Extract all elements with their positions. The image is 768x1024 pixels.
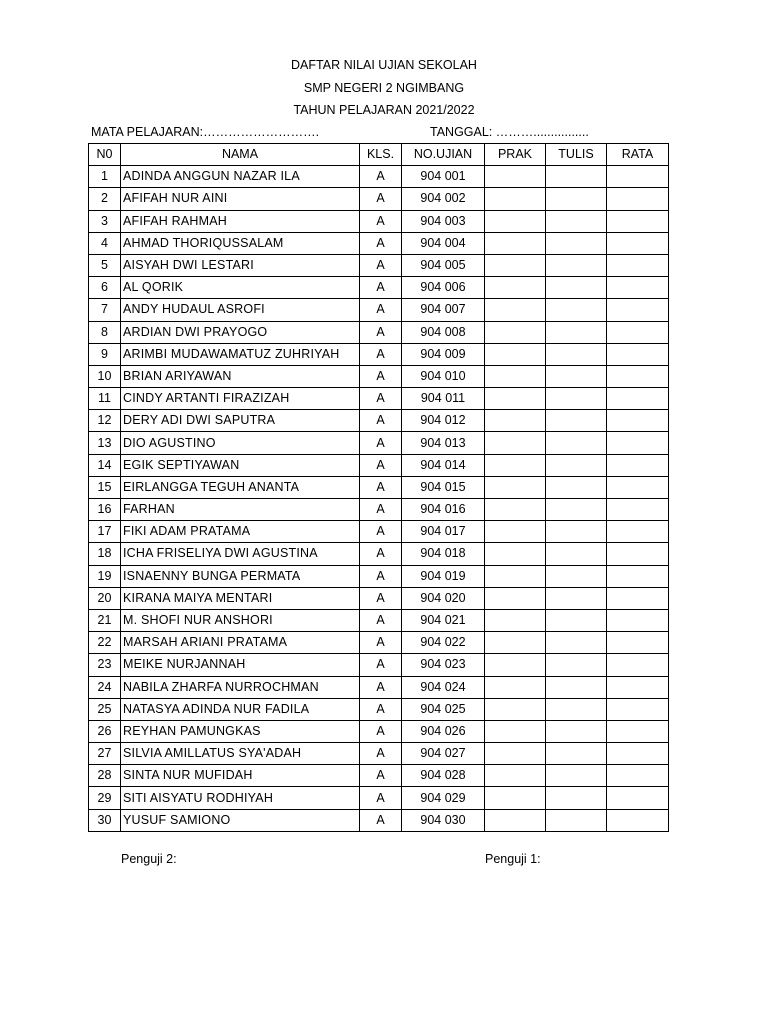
written-score-cell — [546, 476, 607, 498]
row-number-cell: 25 — [89, 698, 121, 720]
written-score-cell — [546, 254, 607, 276]
average-score-cell — [607, 299, 669, 321]
class-cell: A — [360, 565, 402, 587]
table-row — [89, 609, 669, 631]
student-name-cell: ICHA FRISELIYA DWI AGUSTINA — [121, 543, 360, 565]
row-number-cell: 22 — [89, 632, 121, 654]
table-row — [89, 698, 669, 720]
student-name-cell: AL QORIK — [121, 277, 360, 299]
class-cell: A — [360, 277, 402, 299]
written-score-cell — [546, 787, 607, 809]
student-name-cell: SILVIA AMILLATUS SYA'ADAH — [121, 743, 360, 765]
practical-score-cell — [485, 809, 546, 831]
average-score-cell — [607, 254, 669, 276]
average-score-cell — [607, 499, 669, 521]
average-score-cell — [607, 166, 669, 188]
table-row — [89, 410, 669, 432]
practical-score-cell — [485, 432, 546, 454]
row-number-cell: 16 — [89, 499, 121, 521]
practical-score-cell — [485, 698, 546, 720]
written-score-cell — [546, 654, 607, 676]
average-score-cell — [607, 210, 669, 232]
exam-number-cell: 904 021 — [402, 609, 485, 631]
class-cell: A — [360, 210, 402, 232]
exam-number-cell: 904 025 — [402, 698, 485, 720]
class-cell: A — [360, 609, 402, 631]
col-header-kls: KLS. — [360, 144, 402, 166]
col-header-prak: PRAK — [485, 144, 546, 166]
table-row — [89, 454, 669, 476]
class-cell: A — [360, 587, 402, 609]
average-score-cell — [607, 454, 669, 476]
class-cell: A — [360, 299, 402, 321]
average-score-cell — [607, 521, 669, 543]
exam-number-cell: 904 008 — [402, 321, 485, 343]
table-row — [89, 499, 669, 521]
class-cell: A — [360, 321, 402, 343]
written-score-cell — [546, 809, 607, 831]
practical-score-cell — [485, 232, 546, 254]
practical-score-cell — [485, 188, 546, 210]
practical-score-cell — [485, 388, 546, 410]
practical-score-cell — [485, 609, 546, 631]
exam-number-cell: 904 001 — [402, 166, 485, 188]
average-score-cell — [607, 787, 669, 809]
practical-score-cell — [485, 277, 546, 299]
exam-number-cell: 904 011 — [402, 388, 485, 410]
exam-number-cell: 904 023 — [402, 654, 485, 676]
table-row — [89, 809, 669, 831]
table-row — [89, 787, 669, 809]
written-score-cell — [546, 765, 607, 787]
practical-score-cell — [485, 166, 546, 188]
table-row — [89, 321, 669, 343]
practical-score-cell — [485, 720, 546, 742]
col-header-rata: RATA — [607, 144, 669, 166]
practical-score-cell — [485, 410, 546, 432]
row-number-cell: 29 — [89, 787, 121, 809]
grades-table — [88, 143, 669, 832]
row-number-cell: 3 — [89, 210, 121, 232]
student-name-cell: SITI AISYATU RODHIYAH — [121, 787, 360, 809]
average-score-cell — [607, 587, 669, 609]
student-name-cell: EGIK SEPTIYAWAN — [121, 454, 360, 476]
exam-number-cell: 904 015 — [402, 476, 485, 498]
table-row — [89, 232, 669, 254]
student-name-cell: KIRANA MAIYA MENTARI — [121, 587, 360, 609]
student-name-cell: NATASYA ADINDA NUR FADILA — [121, 698, 360, 720]
student-name-cell: BRIAN ARIYAWAN — [121, 365, 360, 387]
class-cell: A — [360, 698, 402, 720]
row-number-cell: 19 — [89, 565, 121, 587]
exam-number-cell: 904 002 — [402, 188, 485, 210]
exam-number-cell: 904 005 — [402, 254, 485, 276]
row-number-cell: 14 — [89, 454, 121, 476]
written-score-cell — [546, 698, 607, 720]
class-cell: A — [360, 343, 402, 365]
row-number-cell: 28 — [89, 765, 121, 787]
row-number-cell: 27 — [89, 743, 121, 765]
class-cell: A — [360, 676, 402, 698]
practical-score-cell — [485, 454, 546, 476]
practical-score-cell — [485, 254, 546, 276]
student-name-cell: MEIKE NURJANNAH — [121, 654, 360, 676]
class-cell: A — [360, 232, 402, 254]
average-score-cell — [607, 543, 669, 565]
class-cell: A — [360, 720, 402, 742]
written-score-cell — [546, 609, 607, 631]
practical-score-cell — [485, 787, 546, 809]
table-row — [89, 188, 669, 210]
average-score-cell — [607, 432, 669, 454]
average-score-cell — [607, 765, 669, 787]
col-header-no-ujian: NO.UJIAN — [402, 144, 485, 166]
average-score-cell — [607, 720, 669, 742]
class-cell: A — [360, 410, 402, 432]
date-field: TANGGAL: ………................ — [430, 125, 589, 139]
average-score-cell — [607, 476, 669, 498]
table-row — [89, 565, 669, 587]
average-score-cell — [607, 654, 669, 676]
class-cell: A — [360, 809, 402, 831]
col-header-nama: NAMA — [121, 144, 360, 166]
table-row — [89, 343, 669, 365]
row-number-cell: 12 — [89, 410, 121, 432]
practical-score-cell — [485, 587, 546, 609]
table-row — [89, 654, 669, 676]
class-cell: A — [360, 765, 402, 787]
row-number-cell: 11 — [89, 388, 121, 410]
document-title: DAFTAR NILAI UJIAN SEKOLAH — [291, 58, 477, 72]
row-number-cell: 26 — [89, 720, 121, 742]
table-row — [89, 210, 669, 232]
class-cell: A — [360, 166, 402, 188]
table-row — [89, 765, 669, 787]
student-name-cell: NABILA ZHARFA NURROCHMAN — [121, 676, 360, 698]
practical-score-cell — [485, 476, 546, 498]
student-name-cell: AFIFAH RAHMAH — [121, 210, 360, 232]
row-number-cell: 1 — [89, 166, 121, 188]
written-score-cell — [546, 210, 607, 232]
practical-score-cell — [485, 543, 546, 565]
written-score-cell — [546, 365, 607, 387]
table-row — [89, 365, 669, 387]
written-score-cell — [546, 277, 607, 299]
row-number-cell: 24 — [89, 676, 121, 698]
class-cell: A — [360, 254, 402, 276]
exam-number-cell: 904 030 — [402, 809, 485, 831]
written-score-cell — [546, 299, 607, 321]
practical-score-cell — [485, 521, 546, 543]
examiner-1-label: Penguji 1: — [485, 852, 541, 866]
written-score-cell — [546, 632, 607, 654]
student-name-cell: DIO AGUSTINO — [121, 432, 360, 454]
row-number-cell: 20 — [89, 587, 121, 609]
row-number-cell: 30 — [89, 809, 121, 831]
average-score-cell — [607, 343, 669, 365]
table-row — [89, 299, 669, 321]
exam-number-cell: 904 006 — [402, 277, 485, 299]
table-row — [89, 388, 669, 410]
practical-score-cell — [485, 743, 546, 765]
student-name-cell: AFIFAH NUR AINI — [121, 188, 360, 210]
written-score-cell — [546, 232, 607, 254]
student-name-cell: REYHAN PAMUNGKAS — [121, 720, 360, 742]
average-score-cell — [607, 365, 669, 387]
written-score-cell — [546, 454, 607, 476]
row-number-cell: 6 — [89, 277, 121, 299]
exam-number-cell: 904 028 — [402, 765, 485, 787]
table-row — [89, 432, 669, 454]
written-score-cell — [546, 543, 607, 565]
student-name-cell: ADINDA ANGGUN NAZAR ILA — [121, 166, 360, 188]
average-score-cell — [607, 277, 669, 299]
exam-number-cell: 904 004 — [402, 232, 485, 254]
exam-number-cell: 904 009 — [402, 343, 485, 365]
table-row — [89, 743, 669, 765]
row-number-cell: 10 — [89, 365, 121, 387]
average-score-cell — [607, 565, 669, 587]
row-number-cell: 4 — [89, 232, 121, 254]
class-cell: A — [360, 188, 402, 210]
row-number-cell: 13 — [89, 432, 121, 454]
practical-score-cell — [485, 632, 546, 654]
student-name-cell: FIKI ADAM PRATAMA — [121, 521, 360, 543]
class-cell: A — [360, 787, 402, 809]
exam-number-cell: 904 020 — [402, 587, 485, 609]
class-cell: A — [360, 632, 402, 654]
exam-number-cell: 904 012 — [402, 410, 485, 432]
table-row — [89, 720, 669, 742]
practical-score-cell — [485, 299, 546, 321]
exam-number-cell: 904 022 — [402, 632, 485, 654]
exam-number-cell: 904 027 — [402, 743, 485, 765]
class-cell: A — [360, 654, 402, 676]
practical-score-cell — [485, 210, 546, 232]
table-row — [89, 676, 669, 698]
written-score-cell — [546, 343, 607, 365]
exam-number-cell: 904 014 — [402, 454, 485, 476]
exam-number-cell: 904 013 — [402, 432, 485, 454]
exam-number-cell: 904 003 — [402, 210, 485, 232]
school-name: SMP NEGERI 2 NGIMBANG — [303, 81, 465, 95]
class-cell: A — [360, 365, 402, 387]
table-body — [89, 166, 669, 832]
student-name-cell: AISYAH DWI LESTARI — [121, 254, 360, 276]
academic-year: TAHUN PELAJARAN 2021/2022 — [293, 103, 475, 117]
row-number-cell: 9 — [89, 343, 121, 365]
average-score-cell — [607, 632, 669, 654]
table-row — [89, 543, 669, 565]
exam-number-cell: 904 018 — [402, 543, 485, 565]
class-cell: A — [360, 743, 402, 765]
exam-number-cell: 904 026 — [402, 720, 485, 742]
table-row — [89, 254, 669, 276]
written-score-cell — [546, 166, 607, 188]
table-row — [89, 632, 669, 654]
written-score-cell — [546, 565, 607, 587]
class-cell: A — [360, 499, 402, 521]
average-score-cell — [607, 698, 669, 720]
table-row — [89, 521, 669, 543]
row-number-cell: 21 — [89, 609, 121, 631]
col-header-no: N0 — [89, 144, 121, 166]
student-name-cell: AHMAD THORIQUSSALAM — [121, 232, 360, 254]
practical-score-cell — [485, 565, 546, 587]
exam-number-cell: 904 007 — [402, 299, 485, 321]
row-number-cell: 8 — [89, 321, 121, 343]
examiner-2-label: Penguji 2: — [121, 852, 177, 866]
written-score-cell — [546, 587, 607, 609]
practical-score-cell — [485, 765, 546, 787]
average-score-cell — [607, 676, 669, 698]
class-cell: A — [360, 388, 402, 410]
class-cell: A — [360, 476, 402, 498]
student-name-cell: MARSAH ARIANI PRATAMA — [121, 632, 360, 654]
student-name-cell: M. SHOFI NUR ANSHORI — [121, 609, 360, 631]
col-header-tulis: TULIS — [546, 144, 607, 166]
written-score-cell — [546, 188, 607, 210]
practical-score-cell — [485, 499, 546, 521]
average-score-cell — [607, 609, 669, 631]
student-name-cell: ARDIAN DWI PRAYOGO — [121, 321, 360, 343]
row-number-cell: 5 — [89, 254, 121, 276]
written-score-cell — [546, 321, 607, 343]
table-row — [89, 587, 669, 609]
student-name-cell: EIRLANGGA TEGUH ANANTA — [121, 476, 360, 498]
class-cell: A — [360, 521, 402, 543]
table-row — [89, 476, 669, 498]
exam-number-cell: 904 016 — [402, 499, 485, 521]
row-number-cell: 18 — [89, 543, 121, 565]
average-score-cell — [607, 743, 669, 765]
student-name-cell: YUSUF SAMIONO — [121, 809, 360, 831]
row-number-cell: 15 — [89, 476, 121, 498]
table-row — [89, 277, 669, 299]
practical-score-cell — [485, 676, 546, 698]
class-cell: A — [360, 543, 402, 565]
average-score-cell — [607, 188, 669, 210]
row-number-cell: 2 — [89, 188, 121, 210]
table-header-row — [89, 144, 669, 166]
written-score-cell — [546, 499, 607, 521]
student-name-cell: SINTA NUR MUFIDAH — [121, 765, 360, 787]
subject-field: MATA PELAJARAN:………………………. — [91, 125, 320, 139]
written-score-cell — [546, 388, 607, 410]
practical-score-cell — [485, 365, 546, 387]
practical-score-cell — [485, 343, 546, 365]
average-score-cell — [607, 321, 669, 343]
student-name-cell: DERY ADI DWI SAPUTRA — [121, 410, 360, 432]
exam-number-cell: 904 010 — [402, 365, 485, 387]
average-score-cell — [607, 410, 669, 432]
class-cell: A — [360, 454, 402, 476]
exam-number-cell: 904 017 — [402, 521, 485, 543]
average-score-cell — [607, 232, 669, 254]
exam-number-cell: 904 024 — [402, 676, 485, 698]
table-row — [89, 166, 669, 188]
practical-score-cell — [485, 321, 546, 343]
written-score-cell — [546, 720, 607, 742]
average-score-cell — [607, 809, 669, 831]
student-name-cell: CINDY ARTANTI FIRAZIZAH — [121, 388, 360, 410]
written-score-cell — [546, 432, 607, 454]
row-number-cell: 7 — [89, 299, 121, 321]
student-name-cell: ISNAENNY BUNGA PERMATA — [121, 565, 360, 587]
average-score-cell — [607, 388, 669, 410]
row-number-cell: 23 — [89, 654, 121, 676]
practical-score-cell — [485, 654, 546, 676]
student-name-cell: FARHAN — [121, 499, 360, 521]
student-name-cell: ANDY HUDAUL ASROFI — [121, 299, 360, 321]
written-score-cell — [546, 743, 607, 765]
exam-number-cell: 904 019 — [402, 565, 485, 587]
exam-number-cell: 904 029 — [402, 787, 485, 809]
written-score-cell — [546, 410, 607, 432]
class-cell: A — [360, 432, 402, 454]
written-score-cell — [546, 521, 607, 543]
row-number-cell: 17 — [89, 521, 121, 543]
student-name-cell: ARIMBI MUDAWAMATUZ ZUHRIYAH — [121, 343, 360, 365]
written-score-cell — [546, 676, 607, 698]
